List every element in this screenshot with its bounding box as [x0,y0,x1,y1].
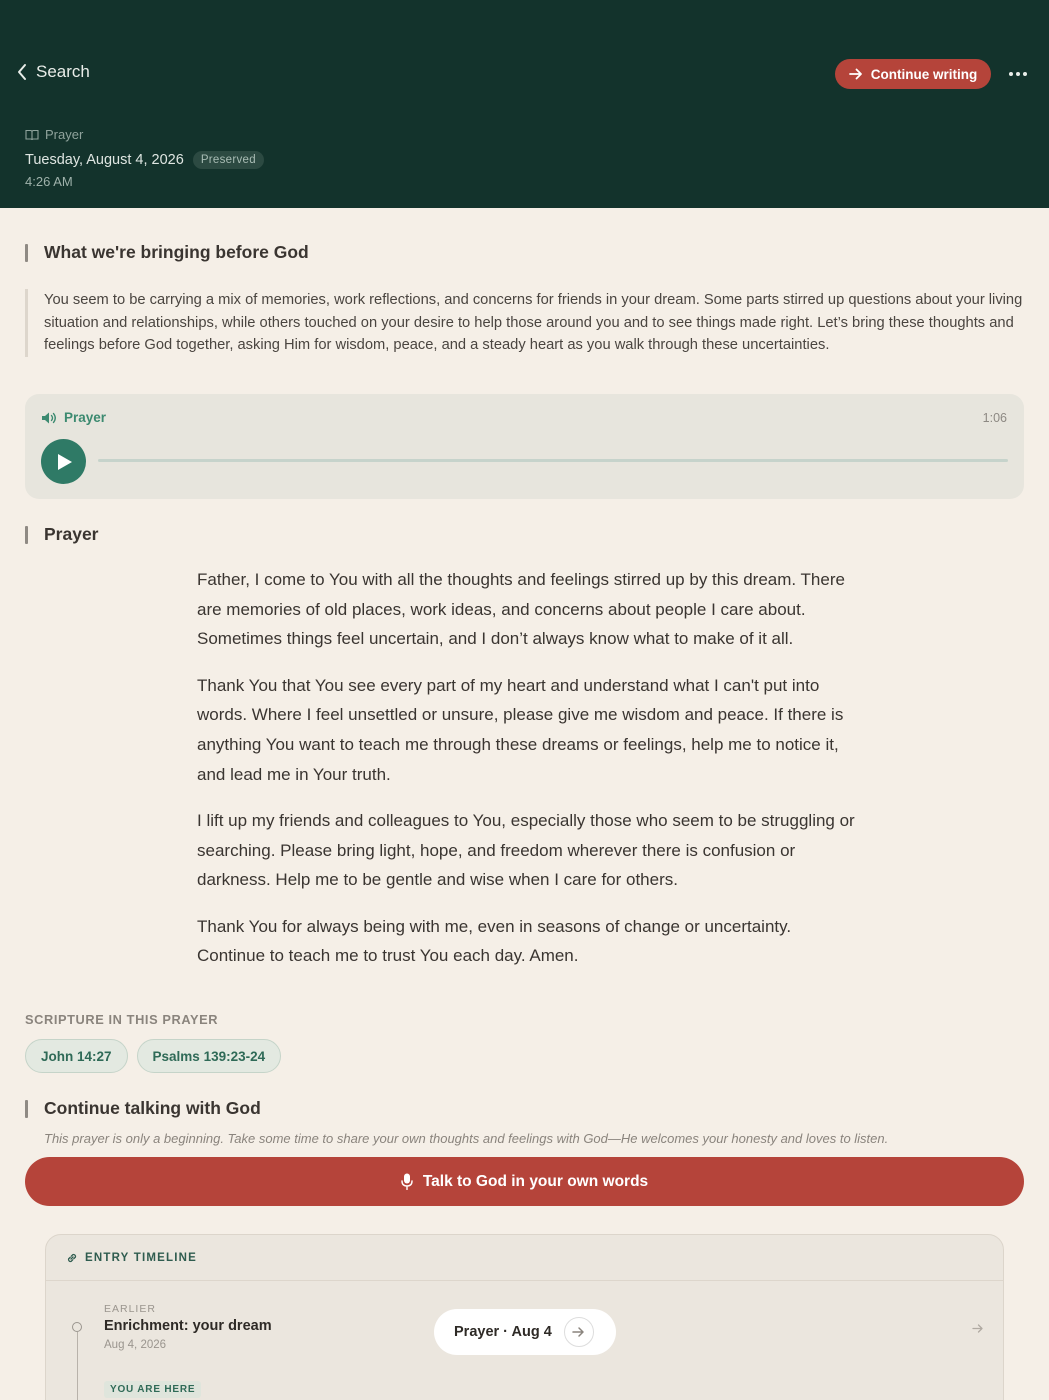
entry-type-label: Prayer [45,127,84,142]
timeline-title: ENTRY TIMELINE [85,1251,198,1264]
timeline-dot [72,1322,82,1332]
timeline-header [46,1235,1003,1281]
scripture-chips [25,1039,281,1073]
arrow-right-icon [972,1323,984,1334]
prayer-paragraph: I lift up my friends and colleagues to You, especially those who seem to be struggling or searching. Please bring light, hope, and freedom wherever there is confusion or darkness. Help me to be gentle and wise when I care for others. [197,810,855,890]
continue-writing-label: Continue writing [870,66,978,82]
book-icon [25,129,39,141]
ellipsis-icon [1009,72,1013,76]
entry-type-breadcrumb [25,127,83,142]
prayer-body [197,565,857,987]
talk-to-god-label: Talk to God in your own words [422,1172,649,1190]
heading-bar [25,244,28,262]
heading-bar [25,1100,28,1118]
back-label: Search [36,62,90,81]
timeline-earlier-label: EARLIER [104,1303,156,1315]
arrow-right-icon [849,67,863,81]
entry-timeline [45,1234,1004,1400]
continue-heading [25,1098,261,1119]
header [0,0,1049,208]
audio-label-text: Prayer [64,410,107,425]
entry-date: Tuesday, August 4, 2026 [25,152,184,168]
audio-label [41,410,106,425]
prayer-heading-text: Prayer [44,524,99,544]
timeline-line [77,1332,79,1400]
more-options-button[interactable] [1006,64,1030,84]
continue-writing-button[interactable] [835,59,991,89]
audio-progress-track[interactable] [98,459,1008,462]
entry-time: 4:26 AM [25,174,73,189]
timeline-earlier-date: Aug 4, 2026 [104,1339,167,1351]
timeline-open-button[interactable] [972,1321,984,1339]
current-entry-label: Prayer · Aug 4 [454,1324,552,1340]
arrow-right-circle [564,1317,594,1347]
audio-player [25,394,1024,499]
you-are-here-badge: YOU ARE HERE [104,1381,201,1398]
play-icon [57,453,73,471]
arrow-right-icon [572,1326,585,1338]
audio-duration: 1:06 [982,411,1007,425]
talk-to-god-button[interactable] [25,1157,1024,1206]
continue-note: This prayer is only a beginning. Take some time to share your own thoughts and feelings with God—He welcomes your honesty and loves to listen. [44,1131,889,1146]
entry-date-row [25,151,264,169]
continue-heading-text: Continue talking with God [44,1098,261,1118]
current-entry-pill[interactable] [434,1309,616,1355]
intro-heading-text: What we're bringing before God [44,242,309,262]
speaker-icon [41,411,57,425]
status-badge: Preserved [193,151,264,169]
prayer-paragraph: Thank You for always being with me, even in seasons of change or uncertainty. Continue to teach me to trust You each day. Amen. [197,916,792,966]
intro-text: You seem to be carrying a mix of memories, work reflections, and concerns for friends in your dream. Some parts stirred up questions about your living situation and relationships, while others touched on your desire to help those around you and to see things made right. Let’s bring these thoughts and feelings before God together, asking Him for wisdom, peace, and a steady heart as you walk through these uncertainties. [25,289,1025,357]
link-icon [66,1252,78,1264]
back-button[interactable] [16,62,90,82]
chevron-left-icon [16,63,28,81]
intro-heading [25,242,309,263]
prayer-heading [25,524,99,545]
heading-bar [25,526,28,544]
prayer-paragraph: Father, I come to You with all the thoughts and feelings stirred up by this dream. There are memories of old places, work ideas, and concerns about people I care about. Sometimes things feel uncertain, and I don’t always know what to make of it all. [197,570,845,649]
scripture-chip[interactable]: John 14:27 [25,1039,128,1073]
microphone-icon [401,1173,413,1190]
prayer-paragraph: Thank You that You see every part of my heart and understand what I can't put into words. Where I feel unsettled or unsure, please give me wisdom and peace. If there is anything You want to teach me through these dreams or feelings, help me to notice it, and lead me in Your truth. [197,675,844,784]
play-button[interactable] [41,439,86,484]
scripture-title: SCRIPTURE IN THIS PRAYER [25,1012,219,1027]
scripture-chip[interactable]: Psalms 139:23-24 [137,1039,282,1073]
timeline-earlier-entry[interactable]: Enrichment: your dream [104,1318,272,1334]
